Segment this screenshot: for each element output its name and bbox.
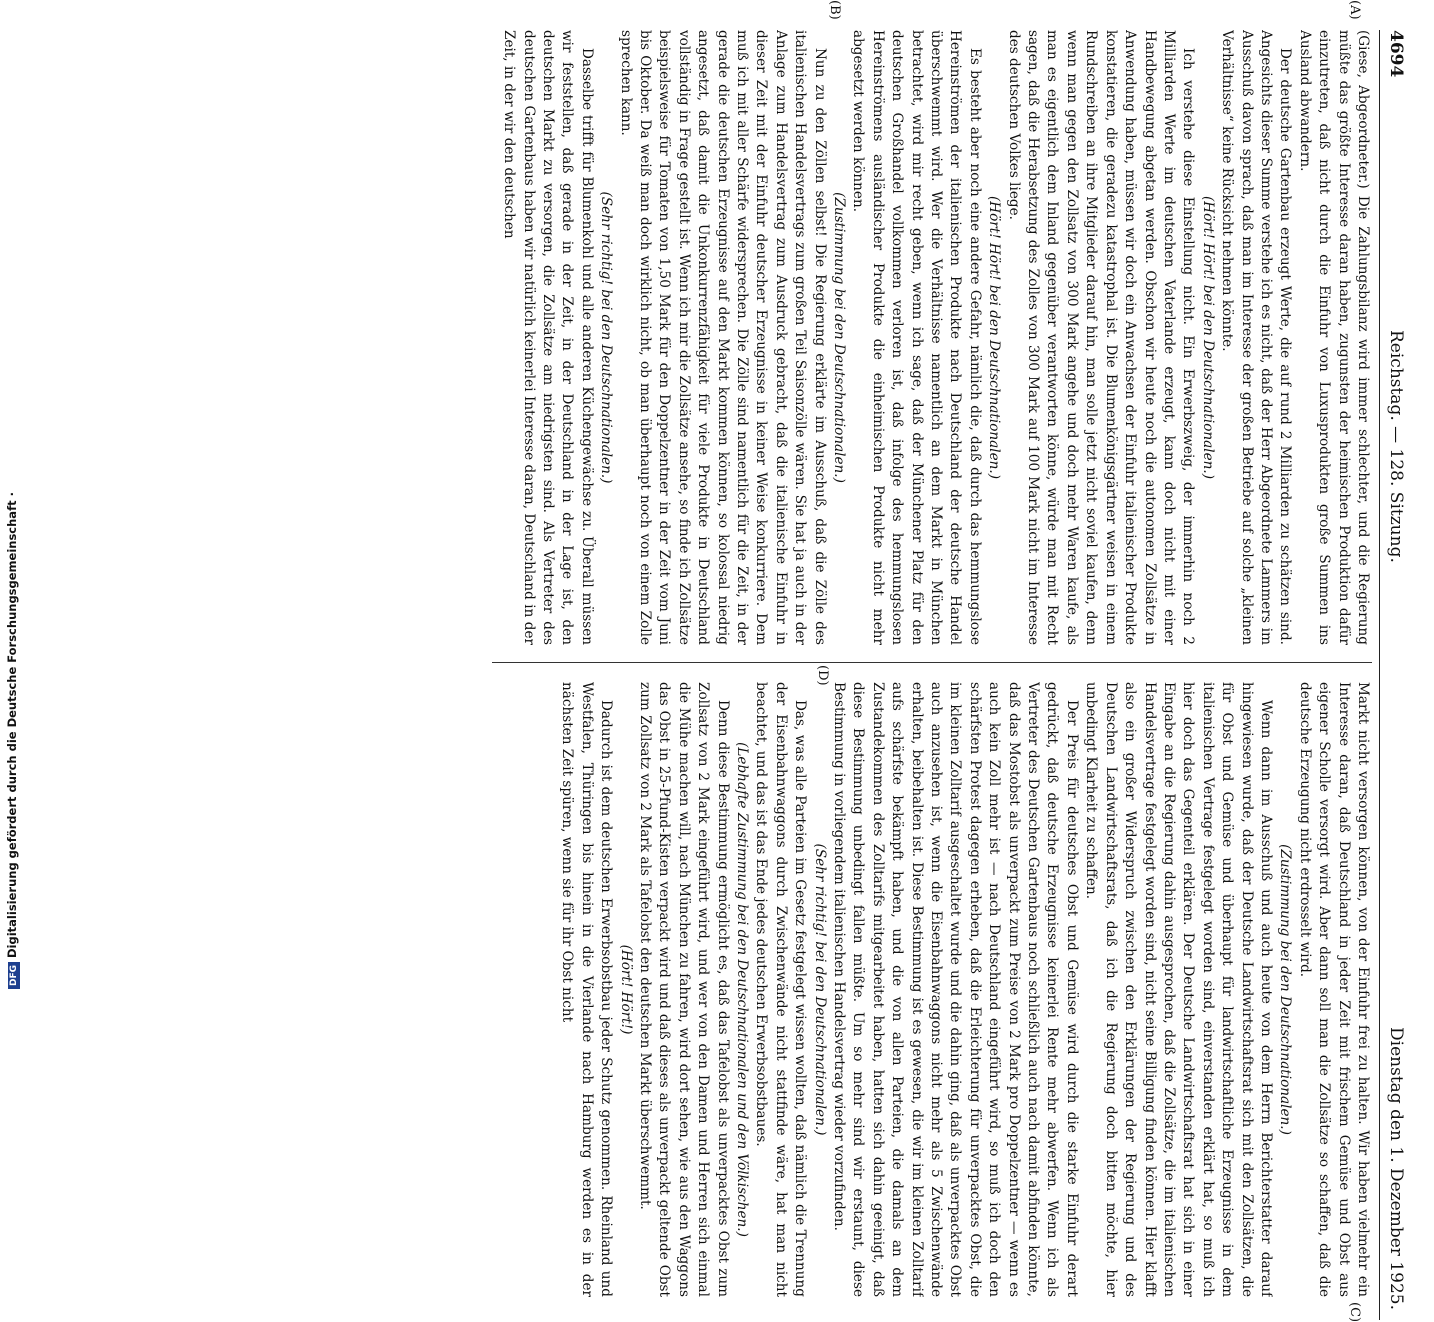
header-date: Dienstag den 1. Dezember 1925. <box>1386 1027 1406 1310</box>
paragraph: Wenn dann im Ausschuß und auch heute von dem Herrn Berichterstatter darauf hingewiesen wurde, daß der Deutsche Landwirtschaftsrat sich mit den Zollsätzen, die für Obst und Gemüse und überhaupt für landwirtschaftliche Erzeugnisse in dem italienischen Vertrage festgelegt worden sind, einverstanden erklärt hat, so muß ich hier doch das Gegenteil erklären. Der Deutsche Landwirtschaftsrat hat sich in einer Eingabe an die Regierung dahin ausgesprochen, daß die Zollsätze, die im italienischen Handelsvertrage festgelegt worden sind, nicht seine Billigung finden können. Hier klafft also ein großer Widerspruch zwischen den Erklärungen der Regierung und des Deutschen Landwirtschaftsrats, daß ich die Regierung doch bitten möchte, hier unbedingt Klarheit zu schaffen. <box>1083 682 1274 1297</box>
left-column <box>482 30 1372 645</box>
paragraph: Markt nicht versorgen können, von der Einfuhr frei zu halten. Wir haben vielmehr ein Interesse daran, daß Deutschland in jeder Zeit mit frischem Gemüse und Obst aus eigener Scholle versorgt wird. Aber dann soll man die Zollsätze so schaffen, daß die deutsche Erzeugung nicht erdrosselt wird. <box>1296 682 1371 1297</box>
interjection: (Hört! Hört! bei den Deutschnationalen.) <box>1199 195 1216 480</box>
interjection: (Hört! Hört! bei den Deutschnationalen.) <box>986 195 1003 480</box>
right-column <box>482 682 1372 1297</box>
paragraph: Ich verstehe diese Einstellung nicht. Ein Erwerbszweig, der immerhin noch 2 Milliarden Werte im deutschen Vaterlande erzeugt, kann doch nicht mit einer Handbewegung abgetan werden. Obschon wir heute noch die autonomen Zollsätze in Anwendung haben, müssen wir doch ein Anwachsen der Einfuhr italienischer Produkte konstatieren, die geradezu katastrophal ist. Die Blumenkönigsgärtner weisen in einem Rundschreiben an ihre Mitglieder darauf hin, man solle jetzt nicht soviel kaufen, denn wenn man gegen den Zollsatz von 300 Mark angehe und doch mehr Waren kaufe, als man es eigentlich dem Inland gegenüber verantworten könne, würde man mit Recht sagen, daß die Herabsetzung des Zolles von 300 Mark auf 100 Mark nicht im Interesse des deutschen Volkes liege. <box>1005 30 1197 645</box>
dfg-logo: DFG <box>8 962 20 989</box>
interjection: (Sehr richtig! bei den Deutschnationalen.) <box>811 843 828 1136</box>
margin-letter-d: (D) <box>815 665 830 686</box>
paragraph: Dadurch ist dem deutschen Erwerbsobstbau jeder Schutz genommen. Rheinland und Westfalen, Thüringen bis hinein in die Vierlande nach Hamburg werden es in der nächsten Zeit spüren, wenn sie für ihr Obst nicht <box>559 682 615 1297</box>
page-number: 4694 <box>1386 30 1406 78</box>
margin-letter-b: (B) <box>827 0 842 20</box>
interjection: (Hört! Hört!) <box>617 944 634 1035</box>
paragraph: (Giese, Abgeordneter.) Die Zahlungsbilanz wird immer schlechter, und die Regierung müßte das größte Interesse daran haben, zugunsten der heimischen Produktion dafür einzutreten, daß nicht durch die Einfuhr von Luxusprodukten große Summen ins Ausland abwandern. <box>1296 30 1371 645</box>
funding-text: Digitalisierung gefördert durch die Deutsche Forschungsgemeinschaft · <box>5 492 19 958</box>
funding-footer <box>2 4 28 994</box>
paragraph: Der Preis für deutsches Obst und Gemüse wird durch die starke Einfuhr derart gedrückt, daß deutsche Erzeugnisse keinerlei Rente mehr abwerfen. Wenn ich als Vertreter des Deutschen Gartenbaus noch schließlich auch nach damit abfinden könnte, daß das Mostobst als unverpackt zum Preise von 2 Mark pro Doppelzentner — wenn es auch kein Zoll mehr ist — nach Deutschland eingeführt wird, so muß ich doch den schärfsten Protest dagegen erheben, daß die Erleichterung für unverpacktes Obst, die im kleinen Zolltarif ausgeschaltet wurde und die dahin ging, daß als unverpacktes Obst auch anzusehen ist, wenn die Eisenbahnwaggons nicht mehr als 5 Zwischenwände erhalten, beibehalten ist. Diese Bestimmung ist es gewesen, die wir im kleinen Zolltarif aufs schärfste bekämpft haben, und die von allen Parteien, die damals an dem Zustandekommen des Zolltarifs mitgearbeitet haben, hatten sich dahin geeinigt, daß diese Bestimmung unbedingt fallen müßte. Um so mehr sind wir erstaunt, diese Bestimmung in vorliegendem italienischen Handelsvertrag wieder vorzufinden. <box>831 682 1080 1297</box>
paragraph: Denn diese Bestimmung ermöglicht es, daß das Tafelobst als unverpacktes Obst zum Zollsatz von 2 Mark eingeführt wird, und wer von den Damen und Herren sich einmal die Mühe machen will, nach München zu fahren, wird dort sehen, wie aus den Waggons das Obst in 25-Pfund-Kisten verpackt wird und daß dieses als unverpackt geltende Obst zum Zollsatz von 2 Mark als Tafelobst den deutschen Markt überschwemmt. <box>636 682 731 1297</box>
page-header <box>1380 30 1410 1320</box>
margin-letter-a: (A) <box>1347 0 1362 20</box>
interjection: (Lebhafte Zustimmung bei den Deutschnationalen und den Völkischen.) <box>734 742 750 1237</box>
paragraph: Der deutsche Gartenbau erzeugt Werte, die auf rund 2 Milliarden zu schätzen sind. Angesichts dieser Summe verstehe ich es nicht, daß der Herr Abgeordnete Lammers im Ausschuß davon sprach, daß man im Interesse der großen Betriebe auf solche „kleinen Verhältnisse“ keine Rücksicht nehmen könnte. <box>1219 30 1294 645</box>
header-rule <box>1379 30 1380 1320</box>
paragraph: Nun zu den Zöllen selbst! Die Regierung erklärte im Ausschuß, daß die Zölle des italienischen Handelsvertrags zum großen Teil Saisonzölle wären. Sie hat ja auch in der Anlage zum Handelsvertrag zum Ausdruck gebracht, daß die italienische Einfuhr in dieser Zeit mit der Einfuhr deutscher Erzeugnisse in keiner Weise konkurriere. Dem muß ich mit aller Schärfe widersprechen. Die Zölle sind namentlich für die Zeit, in der gerade die deutschen Erzeugnisse auf den Markt kommen können, so kolossal niedrig angesetzt, daß damit die Unkonkurrenzfähigkeit für viele Produkte in Deutschland vollständig in Frage gestellt ist. Wenn ich mir die Zollsätze ansehe, so finde ich Zollsätze beispielsweise für Tomaten von 1,50 Mark für den Doppelzentner in der Zeit vom Juni bis Oktober. Da weiß man doch wirklich nicht, ob man überhaupt noch von einem Zolle sprechen kann. <box>617 30 828 645</box>
paragraph: Es besteht aber noch eine andere Gefahr, nämlich die, daß durch das hemmungslose Hereinströmen der italienischen Produkte nach Deutschland der deutsche Handel überschwemmt wird. Wer die Verhältnisse namentlich an dem Markt in München betrachtet, wird mir recht geben, wenn ich sage, daß der Münchener Platz für den deutschen Großhandel vollkommen verloren ist, daß infolge des hemmungslosen Hereinströmens ausländischer Produkte die einheimischen Produkte nicht mehr abgesetzt werden können. <box>850 30 983 645</box>
paragraph: Dasselbe trifft für Blumenkohl und alle anderen Küchengewächse zu. Überall müssen wir feststellen, daß gerade in der Zeit, in der Deutschland in der Lage ist, den deutschen Markt zu versorgen, die Zollsätze am niedrigsten sind. Als Vertreter des deutschen Gartenbaus haben wir natürlich keinerlei Interesse daran, Deutschland in der Zeit, in der wir den deutschen <box>501 30 595 645</box>
margin-letter-c: (C) <box>1347 1302 1362 1322</box>
document-page <box>120 0 1410 1322</box>
column-divider <box>492 662 1372 663</box>
interjection: (Zustimmung bei den Deutschnationalen.) <box>831 192 848 483</box>
paragraph: Das, was alle Parteien im Gesetz festgelegt wissen wollten, daß nämlich die Trennung der Eisenbahnwaggons durch Zwischenwände nicht stattfinde wäre, hat man nicht beachtet, und das ist das Ende jedes deutschen Erwerbsobstbaues. <box>753 682 809 1297</box>
header-title: Reichstag. — 128. Sitzung. <box>1386 330 1406 563</box>
interjection: (Sehr richtig! bei den Deutschnationalen.) <box>598 191 615 484</box>
interjection: (Zustimmung bei den Deutschnationalen.) <box>1277 844 1294 1135</box>
